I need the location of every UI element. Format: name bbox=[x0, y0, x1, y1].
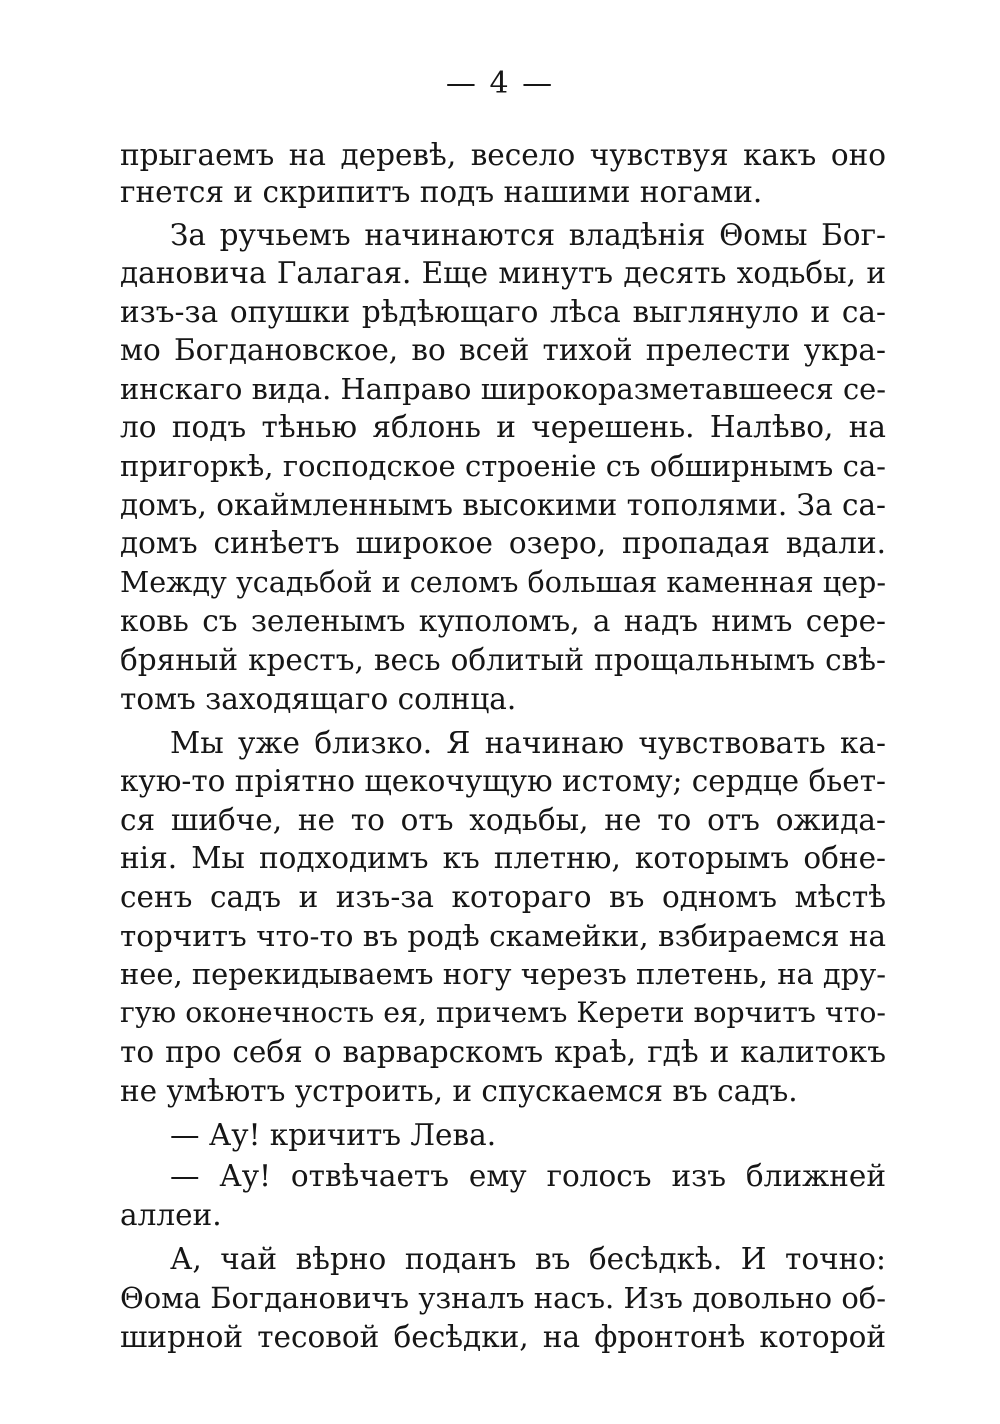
text-line: дановича Галагая. Еще минутъ десять ходьбы, и bbox=[120, 256, 886, 290]
text-line: торчитъ что-то въ родѣ скамейки, взбираемся на bbox=[120, 919, 886, 953]
text-line: ширной тесовой бесѣдки, на фронтонѣ которой bbox=[120, 1320, 886, 1354]
text-line: не умѣютъ устроить, и спускаемся въ садъ. bbox=[120, 1074, 798, 1108]
paragraph-first-line: — Ау! кричитъ Лева. bbox=[170, 1118, 497, 1152]
text-line: томъ заходящаго солнца. bbox=[120, 682, 517, 716]
text-line: домъ, окаймленнымъ высокими тополями. За са- bbox=[120, 488, 886, 522]
text-line: аллеи. bbox=[120, 1198, 222, 1232]
text-line: Θома Богдановичъ узналъ насъ. Изъ довольно об- bbox=[120, 1281, 886, 1315]
text-line: ся шибче, не то отъ ходьбы, не то отъ ожида- bbox=[120, 803, 886, 837]
text-line: домъ синѣетъ широкое озеро, пропадая вдали. bbox=[120, 526, 886, 560]
text-line: мо Богдановское, во всей тихой прелести укра- bbox=[120, 333, 886, 367]
paragraph-first-line: Мы уже близко. Я начинаю чувствовать ка- bbox=[170, 726, 886, 760]
text-line: инскаго вида. Направо широкоразметавшееся се- bbox=[120, 372, 886, 406]
text-line: изъ-за опушки рѣдѣющаго лѣса выглянуло и са- bbox=[120, 295, 886, 329]
text-line: сенъ садъ и изъ-за котораго въ одномъ мѣстѣ bbox=[120, 880, 886, 914]
text-line: гнется и скрипитъ подъ нашими ногами. bbox=[120, 175, 763, 209]
text-line: нее, перекидываемъ ногу черезъ плетень, на дру- bbox=[120, 957, 886, 991]
text-line: то про себя о варварскомъ краѣ, гдѣ и калитокъ bbox=[120, 1035, 886, 1069]
text-line: нія. Мы подходимъ къ плетню, которымъ обне- bbox=[120, 841, 886, 875]
text-line: Между усадьбой и селомъ большая каменная цер- bbox=[120, 565, 886, 599]
text-line: кую-то пріятно щекочущую истому; сердце бьет- bbox=[120, 764, 886, 798]
text-line: гую оконечность ея, причемъ Керети ворчитъ что- bbox=[120, 996, 886, 1029]
paragraph-first-line: — Ау! отвѣчаетъ ему голосъ изъ ближней bbox=[170, 1159, 886, 1193]
paragraph-first-line: А, чай вѣрно поданъ въ бесѣдкѣ. И точно: bbox=[170, 1242, 886, 1276]
text-line: ло подъ тѣнью яблонь и черешень. Налѣво, на bbox=[120, 410, 886, 444]
text-line: пригоркѣ, господское строеніе съ обширнымъ са- bbox=[120, 449, 886, 483]
text-line: ковь съ зеленымъ куполомъ, а надъ нимъ сере- bbox=[120, 604, 886, 638]
text-line: прыгаемъ на деревѣ, весело чувствуя какъ оно bbox=[120, 138, 886, 172]
page-number: — 4 — bbox=[445, 66, 555, 101]
text-line: бряный крестъ, весь облитый прощальнымъ свѣ- bbox=[120, 643, 886, 677]
paragraph-first-line: За ручьемъ начинаются владѣнія Θомы Бог- bbox=[170, 218, 886, 252]
